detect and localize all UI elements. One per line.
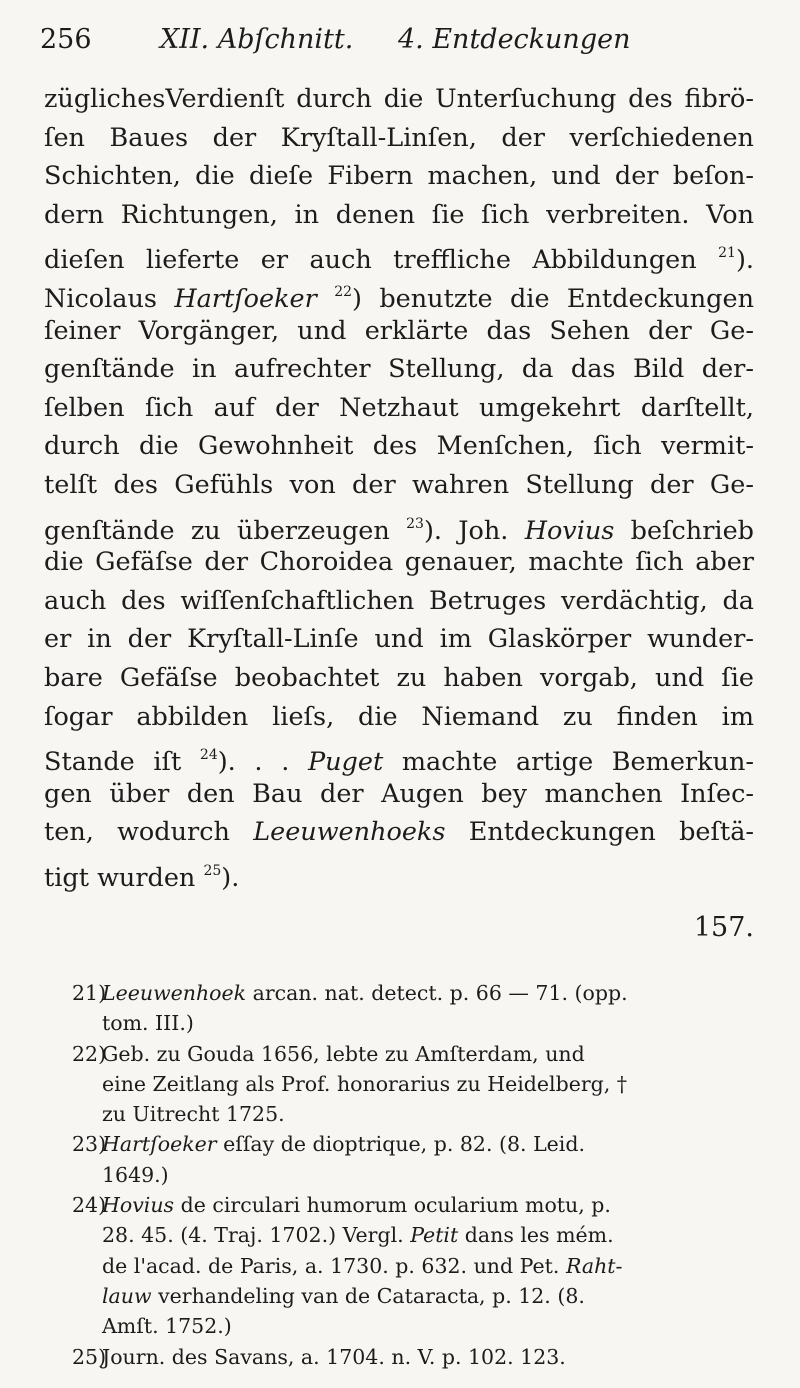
footnote-number: 21) [72, 981, 107, 1005]
text-line: ſelben ſich auf der Netzhaut umgekehrt darſtellt, [44, 392, 754, 423]
footnote-number: 22) [72, 1041, 107, 1066]
text-line: tigt wurden $^{25}$). [44, 862, 240, 893]
text-line: züglichesVerdienſt durch die Unterſuchung des fibrö- [44, 84, 754, 114]
text-line: ſeiner Vorgänger, und erklärte das Sehen der Ge- [44, 315, 754, 346]
text-line: Schichten, die dieſe Fibern machen, und der beſon- [44, 161, 754, 192]
text-line: Nicolaus Hartſoeker $^{22}$) benutzte die Entdeckungen [44, 283, 755, 314]
text-line: die Gefäſse der Choroidea genauer, machte ſich aber [44, 547, 754, 578]
section-title: XII. Abſchnitt. [160, 24, 354, 55]
footnote-number: 23) [72, 1132, 107, 1157]
footnote-24: 24)Hovius de circulari humorum ocularium motu, p. 28. 45. (4. Traj. 1702.) Vergl. Petit dans les mém. de l'acad. de Paris, a. 1730. p. 632. und Pet. Raht- lauw verhandeling van de Cataracta, p. 12. (8. Amſt. 1752.) [72, 1190, 760, 1341]
footnotes [72, 978, 760, 1372]
catchword: 157. [693, 912, 754, 943]
footnote-ref: 25 [203, 862, 222, 879]
text-line: bare Gefäſse beobachtet zu haben vorgab, und ſie [44, 662, 754, 693]
footnote-ref: 23 [406, 515, 424, 532]
footnote-ref: 22 [334, 283, 353, 300]
footnote-ref: 24 [199, 747, 218, 764]
topic-title: 4. Entdeckungen [398, 24, 631, 55]
name-puget: Puget [307, 747, 384, 778]
text-line: ten, wodurch Leeuwenhoeks Entdeckungen beſtä- [44, 817, 755, 848]
text-line: Stande iſt $^{24}$). . . Puget machte artige Bemerkun- [44, 747, 755, 778]
text-line: genſtände zu überzeugen $^{23}$). Joh. Hovius beſchrieb [44, 515, 754, 546]
footnote-23: 23)Hartſoeker eſſay de dioptrique, p. 82. (8. Leid. 1649.) [72, 1129, 760, 1190]
text-line: auch des wiſſenſchaftlichen Betruges verdächtig, da [44, 585, 754, 616]
main-text [44, 80, 755, 893]
footnote-21: 21)Leeuwenhoek arcan. nat. detect. p. 66 — 71. (opp. tom. III.) [72, 978, 760, 1039]
text-line: dern Richtungen, in denen ſie ſich verbreiten. Von [44, 199, 754, 230]
text-line: dieſen lieferte er auch treffliche Abbildungen $^{21}$). [44, 245, 754, 276]
text-line: gen über den Bau der Augen bey manchen Inſec- [44, 778, 754, 809]
name-leeuwenhoeks: Leeuwenhoeks [253, 817, 446, 848]
footnote-number: 25) [72, 1344, 107, 1369]
text-line: durch die Gewohnheit des Menſchen, ſich vermit- [44, 431, 754, 462]
text-line: ſogar abbilden lieſs, die Niemand zu finden im [44, 701, 754, 732]
text-line: genſtände in aufrechter Stellung, da das Bild der- [44, 354, 754, 385]
text-line: telſt des Gefühls von der wahren Stellung der Ge- [44, 469, 754, 500]
text-line: er in der Kryſtall-Linſe und im Glaskörper wunder- [44, 624, 754, 655]
running-header [40, 18, 760, 68]
page-number: 256 [40, 24, 92, 55]
footnote-22: 22)Geb. zu Gouda 1656, lebte zu Amſterdam, und eine Zeitlang als Prof. honorarius zu Heidelberg, † zu Uitrecht 1725. [72, 1039, 760, 1130]
footnote-number: 24) [72, 1193, 107, 1218]
footnote-ref: 21 [718, 245, 736, 262]
text-line: ſen Baues der Kryſtall-Linſen, der verſchiedenen [44, 122, 754, 153]
name-hovius: Hovius [524, 515, 615, 546]
name-hartsoeker: Hartſoeker [174, 283, 317, 314]
footnote-25: 25)Journ. des Savans, a. 1704. n. V. p. 102. 123. [72, 1342, 760, 1372]
